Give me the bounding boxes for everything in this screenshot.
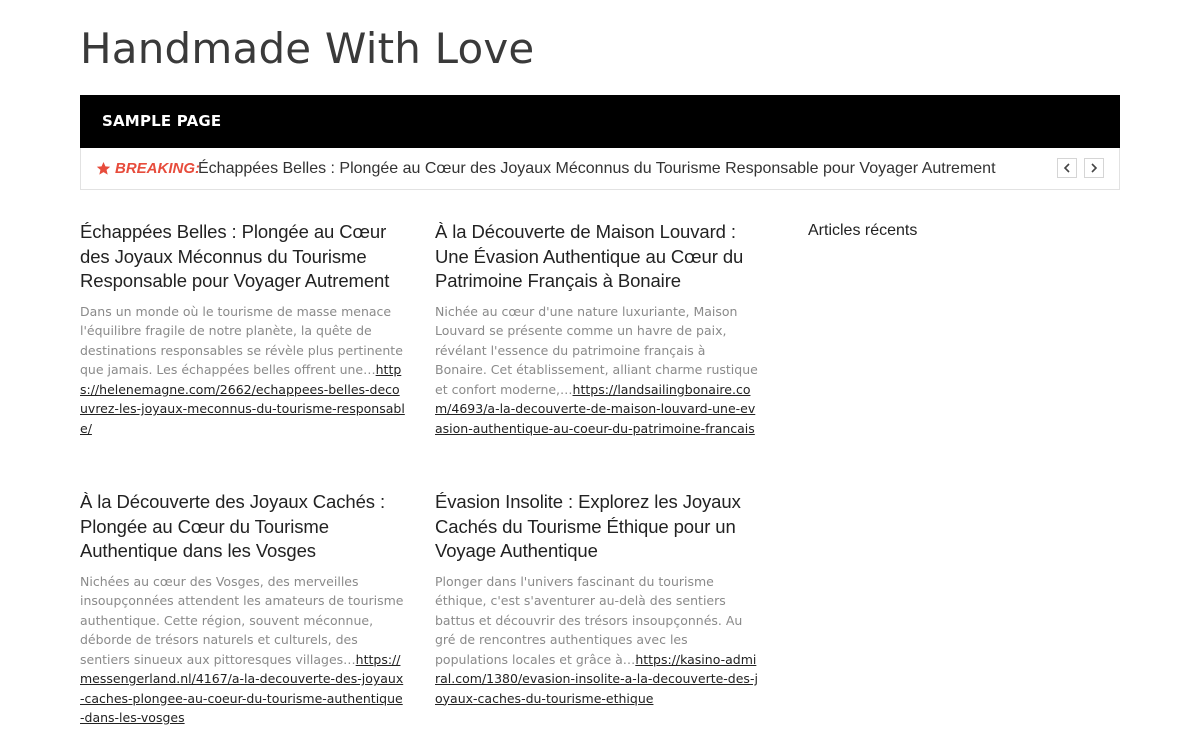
post-excerpt-text: Nichées au cœur des Vosges, des merveilles insoupçonnées attendent les amateurs de tourisme authentique. Cette région, souvent méconnue, déborde de trésors naturels et culturels, des sentiers sinueux aux pittoresques villages… [80, 573, 404, 667]
post-excerpt [80, 572, 405, 728]
ticker-prev-button[interactable] [1057, 158, 1077, 178]
breaking-label-text: BREAKING: [115, 160, 200, 177]
chevron-left-icon [1063, 163, 1071, 173]
post-title-link[interactable]: Évasion Insolite : Explorez les Joyaux Cachés du Tourisme Éthique pour un Voyage Authentique [435, 491, 741, 561]
site-title[interactable]: Handmade With Love [80, 24, 535, 73]
chevron-right-icon [1090, 163, 1098, 173]
post-title-link[interactable]: À la Découverte de Maison Louvard : Une Évasion Authentique au Cœur du Patrimoine Français à Bonaire [435, 221, 744, 291]
post-card [435, 220, 760, 438]
post-excerpt-text: Dans un monde où le tourisme de masse menace l'équilibre fragile de notre planète, la quête de destinations responsables se révèle plus pertinente que jamais. Les échappées belles offrent une… [80, 303, 403, 377]
post-title-link[interactable]: Échappées Belles : Plongée au Cœur des Joyaux Méconnus du Tourisme Responsable pour Voyager Autrement [80, 221, 390, 291]
post-source-link[interactable]: https://kasino-admiral.com/1380/evasion-insolite-a-la-decouverte-des-joyaux-caches-du-tourisme-ethique [435, 651, 758, 706]
breaking-news-ticker [80, 148, 1120, 190]
post-excerpt [80, 302, 405, 439]
breaking-label [96, 148, 200, 189]
ticker-next-button[interactable] [1084, 158, 1104, 178]
post-excerpt [435, 302, 760, 439]
main-navbar [80, 95, 1120, 148]
post-card [435, 490, 760, 708]
post-excerpt-text: Plonger dans l'univers fascinant du tourisme éthique, c'est s'aventurer au-delà des sentiers battus et découvrir des trésors insoupçonnés. Au gré de rencontres authentiques avec les populations locales et grâce à… [435, 573, 743, 667]
nav-item-sample-page[interactable]: SAMPLE PAGE [102, 112, 222, 130]
post-excerpt [435, 572, 760, 709]
post-source-link[interactable]: https://landsailingbonaire.com/4693/a-la-decouverte-de-maison-louvard-une-evasion-authentique-au-coeur-du-patrimoine-francais [435, 381, 756, 436]
ticker-headline-link[interactable]: Échappées Belles : Plongée au Cœur des Joyaux Méconnus du Tourisme Responsable pour Voyager Autrement [198, 160, 996, 177]
post-card [80, 220, 405, 438]
sidebar-recent-posts-title: Articles récents [808, 222, 918, 239]
post-card [80, 490, 405, 728]
star-icon [96, 161, 111, 176]
post-source-link[interactable]: https://messengerland.nl/4167/a-la-decouverte-des-joyaux-caches-plongee-au-coeur-du-tourisme-authentique-dans-les-vosges [80, 651, 404, 725]
post-title-link[interactable]: À la Découverte des Joyaux Cachés : Plongée au Cœur du Tourisme Authentique dans les Vosges [80, 491, 385, 561]
post-excerpt-text: Nichée au cœur d'une nature luxuriante, Maison Louvard se présente comme un havre de paix, révélant l'essence du patrimoine français à Bonaire. Cet établissement, alliant charme rustique et confort moderne,… [435, 303, 758, 397]
post-source-link[interactable]: https://helenemagne.com/2662/echappees-belles-decouvrez-les-joyaux-meconnus-du-tourisme-responsable/ [80, 362, 405, 436]
